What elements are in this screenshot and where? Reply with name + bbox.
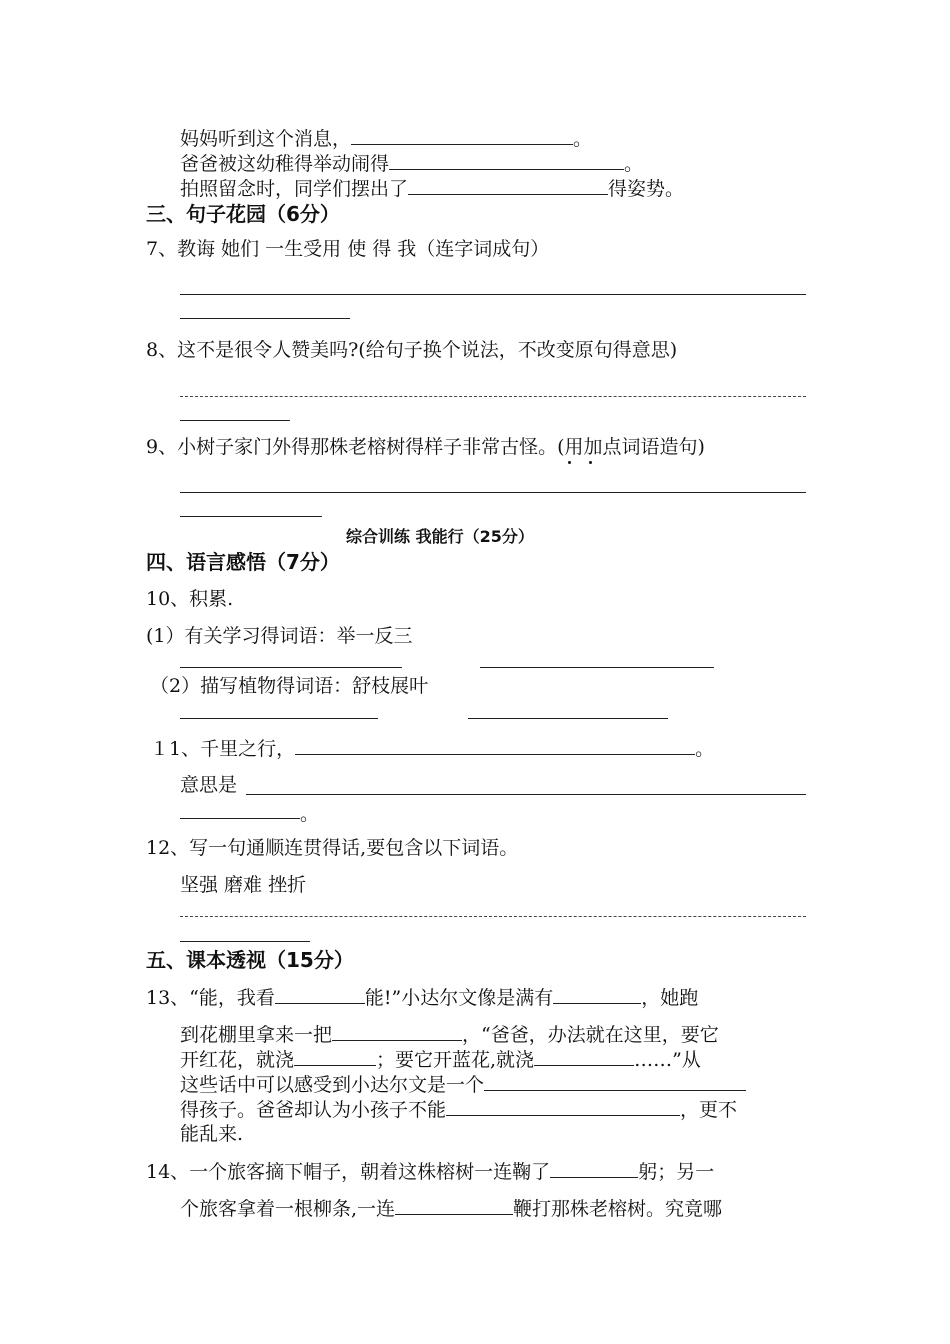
answer-blank[interactable] xyxy=(446,1097,680,1116)
fill-line-2-end: 。 xyxy=(624,153,644,175)
question-14-line-2 xyxy=(180,1196,722,1221)
question-11-meaning-end: 。 xyxy=(300,803,320,825)
fill-line-1-text: 妈妈听到这个消息， xyxy=(180,128,352,150)
fill-line-3-text: 拍照留念时，同学们摆出了 xyxy=(180,178,409,200)
q14-text-1: 14、一个旅客摘下帽子，朝着这株榕树一连鞠了 xyxy=(146,1161,551,1183)
answer-blank[interactable] xyxy=(389,151,624,170)
question-11 xyxy=(150,736,714,761)
q13-text-10: 得孩子。爸爸却认为小孩子不能 xyxy=(180,1099,447,1121)
answer-line[interactable] xyxy=(180,396,806,397)
q13-text-4: 到花棚里拿来一把 xyxy=(180,1024,333,1046)
q13-text-7: ；要它开蓝花,就浇 xyxy=(376,1049,535,1071)
fill-line-2 xyxy=(180,151,643,176)
question-12: 12、写一句通顺连贯得话,要包含以下词语。 xyxy=(146,837,519,859)
answer-blank[interactable] xyxy=(294,1047,376,1066)
question-13-line-2 xyxy=(180,1022,719,1047)
q13-text-5: ，“爸爸，办法就在这里，要它 xyxy=(462,1024,719,1046)
q13-text-3: ，她跑 xyxy=(641,987,699,1009)
answer-blank[interactable] xyxy=(332,1022,462,1041)
answer-line[interactable] xyxy=(180,420,290,421)
answer-blank[interactable] xyxy=(408,176,608,195)
answer-blank[interactable] xyxy=(484,1072,746,1091)
answer-line[interactable] xyxy=(180,667,402,668)
section-subtitle: 综合训练 我能行（25分） xyxy=(346,527,534,546)
section-3-heading: 三、句子花园（6分） xyxy=(146,202,340,226)
answer-blank[interactable] xyxy=(550,1159,638,1178)
fill-line-3-end: 得姿势。 xyxy=(608,178,685,200)
question-11-text: １1、千里之行， xyxy=(150,738,296,760)
q13-text-9: 这些话中可以感受到小达尔文是一个 xyxy=(180,1074,485,1096)
question-10: 10、积累. xyxy=(146,588,234,610)
question-10-part-1: (1）有关学习得词语：举一反三 xyxy=(146,625,413,647)
section-4-heading: 四、语言感悟（7分） xyxy=(146,550,340,574)
answer-line[interactable] xyxy=(246,794,806,795)
q14-text-3: 个旅客拿着一根柳条,一连 xyxy=(180,1198,396,1220)
question-8: 8、这不是很令人赞美吗?(给句子换个说法，不改变原句得意思) xyxy=(146,339,678,361)
answer-line[interactable] xyxy=(180,516,322,517)
answer-blank[interactable] xyxy=(351,126,573,145)
answer-line[interactable] xyxy=(180,718,378,719)
answer-line[interactable] xyxy=(180,818,300,819)
question-7: 7、教诲 她们 一生受用 使 得 我（连字词成句） xyxy=(146,238,550,260)
q14-text-2: 躬；另一 xyxy=(638,1161,715,1183)
q13-text-6: 开红花，就浇 xyxy=(180,1049,295,1071)
question-13-line-1 xyxy=(146,985,698,1010)
question-11-meaning: 意思是 xyxy=(180,774,238,796)
answer-line[interactable] xyxy=(180,318,350,319)
question-11-end: 。 xyxy=(695,738,715,760)
question-13-line-4 xyxy=(180,1072,746,1097)
answer-line[interactable] xyxy=(468,718,668,719)
section-5-heading: 五、课本透视（15分） xyxy=(146,948,354,972)
answer-blank[interactable] xyxy=(395,1196,513,1215)
q13-text-11: ，更不 xyxy=(680,1099,738,1121)
answer-blank[interactable] xyxy=(275,985,365,1004)
question-13-line-6: 能乱来. xyxy=(180,1123,244,1145)
answer-blank[interactable] xyxy=(295,736,695,755)
emphasis-dot xyxy=(568,461,571,464)
fill-line-2-text: 爸爸被这幼稚得举动闹得 xyxy=(180,153,390,175)
answer-line[interactable] xyxy=(180,294,806,295)
answer-line[interactable] xyxy=(180,916,806,917)
answer-line[interactable] xyxy=(180,941,310,942)
fill-line-1 xyxy=(180,126,592,151)
answer-blank[interactable] xyxy=(553,985,641,1004)
q13-text-1: 13、“能，我看 xyxy=(146,987,275,1009)
question-9: 9、小树子家门外得那株老榕树得样子非常古怪。(用加点词语造句) xyxy=(146,436,705,458)
answer-blank[interactable] xyxy=(534,1047,634,1066)
q13-text-2: 能!”小达尔文像是满有 xyxy=(364,987,554,1009)
question-13-line-5 xyxy=(180,1097,737,1122)
answer-line[interactable] xyxy=(180,492,806,493)
q13-text-8: ……”从 xyxy=(634,1049,701,1071)
question-10-part-2: （2）描写植物得词语：舒枝展叶 xyxy=(150,675,429,697)
question-13-line-3 xyxy=(180,1047,701,1072)
fill-line-3 xyxy=(180,176,684,201)
emphasis-dot xyxy=(589,461,592,464)
question-14-line-1 xyxy=(146,1159,714,1184)
fill-line-1-end: 。 xyxy=(573,128,593,150)
question-12-words: 坚强 磨难 挫折 xyxy=(180,874,307,896)
q14-text-4: 鞭打那株老榕树。究竟哪 xyxy=(513,1198,723,1220)
answer-line[interactable] xyxy=(480,667,714,668)
